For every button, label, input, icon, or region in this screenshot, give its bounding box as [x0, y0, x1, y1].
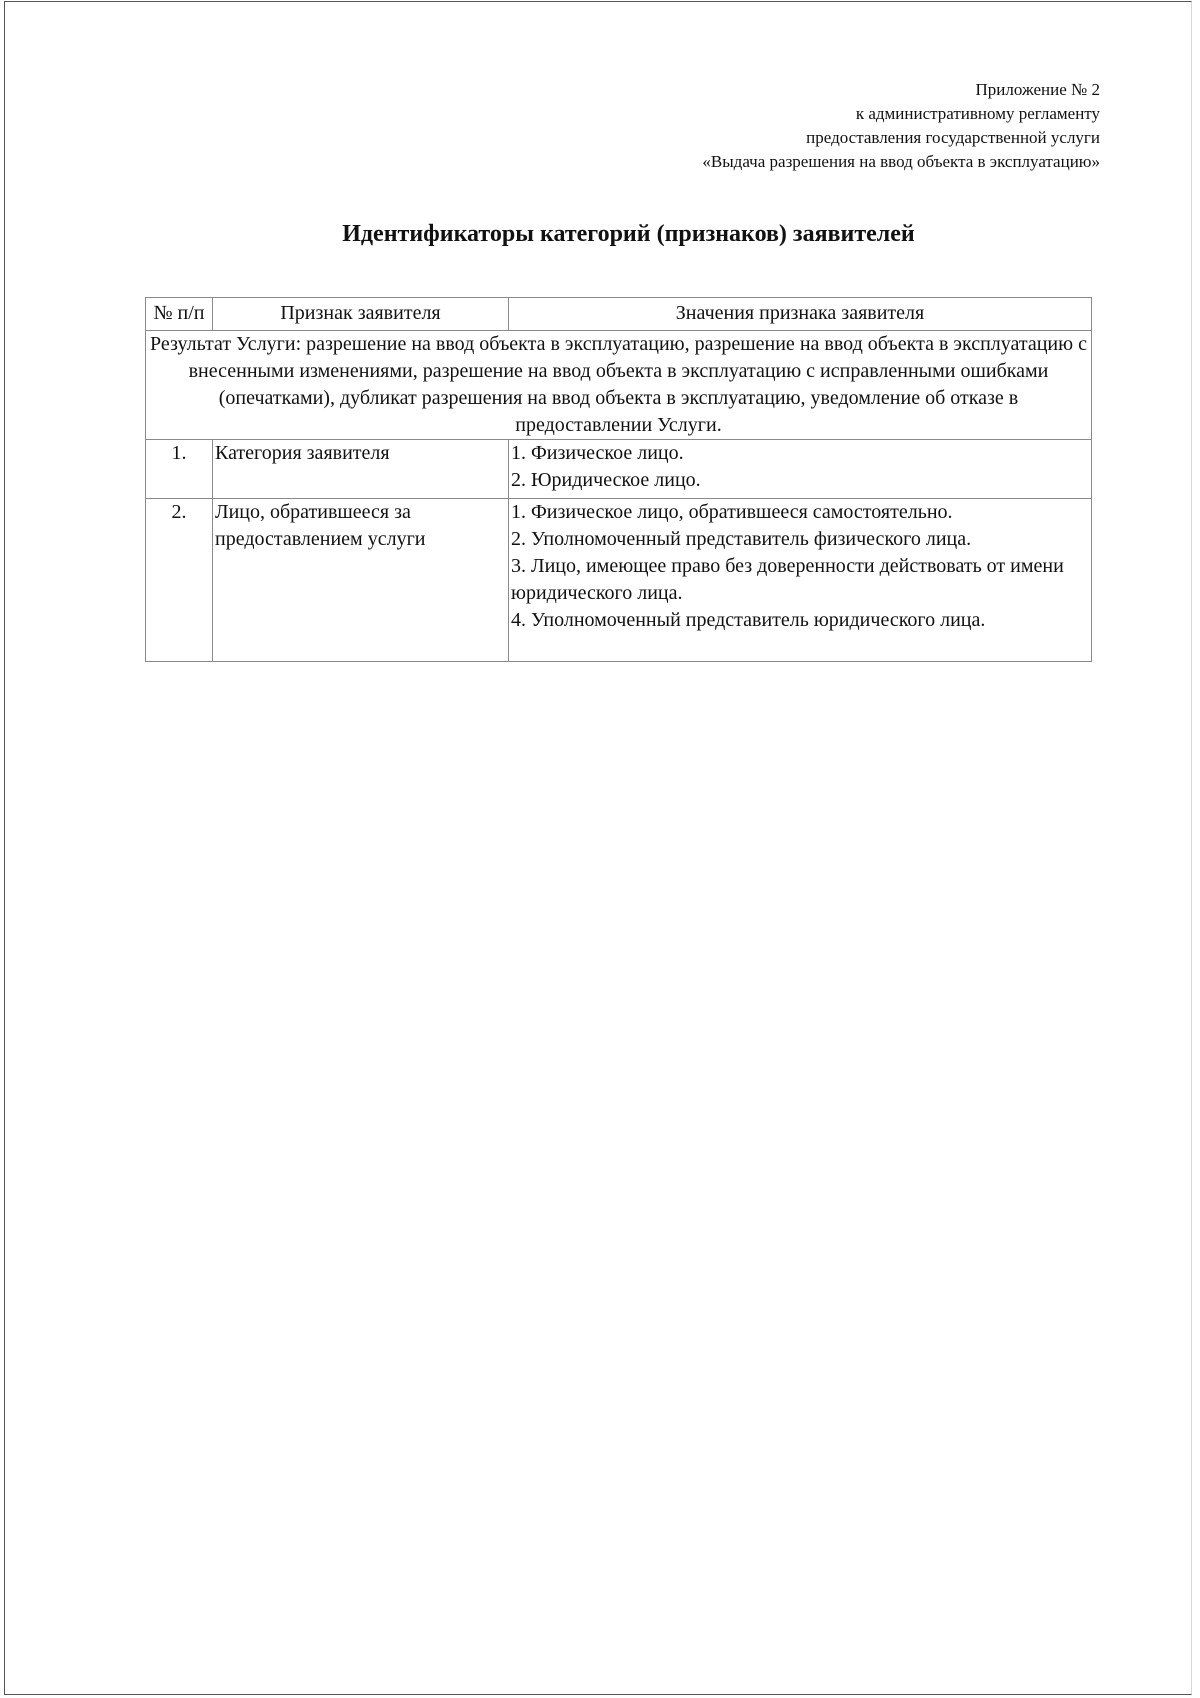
value-item: 1. Физическое лицо, обратившееся самостоятельно. [511, 501, 953, 523]
appendix-line: к административному регламенту [855, 104, 1100, 123]
row-number: 2. [146, 499, 213, 662]
value-item: 4. Уполномоченный представитель юридического лица. [511, 609, 986, 631]
header-num: № п/п [146, 298, 213, 331]
appendix-line: Приложение № 2 [975, 80, 1100, 99]
row-number: 1. [146, 440, 213, 499]
header-sign: Признак заявителя [213, 298, 509, 331]
result-row [146, 331, 1092, 440]
value-item: 2. Юридическое лицо. [511, 469, 701, 491]
appendix-line: предоставления государственной услуги [806, 128, 1100, 147]
appendix-line: «Выдача разрешения на ввод объекта в эксплуатацию» [702, 152, 1100, 171]
value-item: 1. Физическое лицо. [511, 442, 684, 464]
table-row [146, 440, 1092, 499]
document-title: Идентификаторы категорий (признаков) заявителей [342, 221, 915, 247]
result-cell: Результат Услуги: разрешение на ввод объекта в эксплуатацию, разрешение на ввод объекта в эксплуатацию с внесенными изменениями, разрешение на ввод объекта в эксплуатацию с исправленными ошибками (опечатками), дубликат разрешения на ввод объекта в эксплуатацию, уведомление об отказе в предоставлении Услуги. [146, 331, 1092, 440]
row-sign: Категория заявителя [213, 440, 509, 499]
identifiers-table [145, 297, 1092, 662]
header-values: Значения признака заявителя [509, 298, 1092, 331]
value-item: 2. Уполномоченный представитель физического лица. [511, 528, 972, 550]
appendix-note [702, 78, 1100, 174]
page-border [4, 1, 1192, 1695]
row-sign: Лицо, обратившееся за предоставлением услуги [213, 499, 509, 662]
value-item: 3. Лицо, имеющее право без доверенности действовать от имени юридического лица. [511, 555, 1064, 604]
row-values [509, 499, 1092, 662]
table-row [146, 499, 1092, 662]
table-header-row [146, 298, 1092, 331]
row-values [509, 440, 1092, 499]
